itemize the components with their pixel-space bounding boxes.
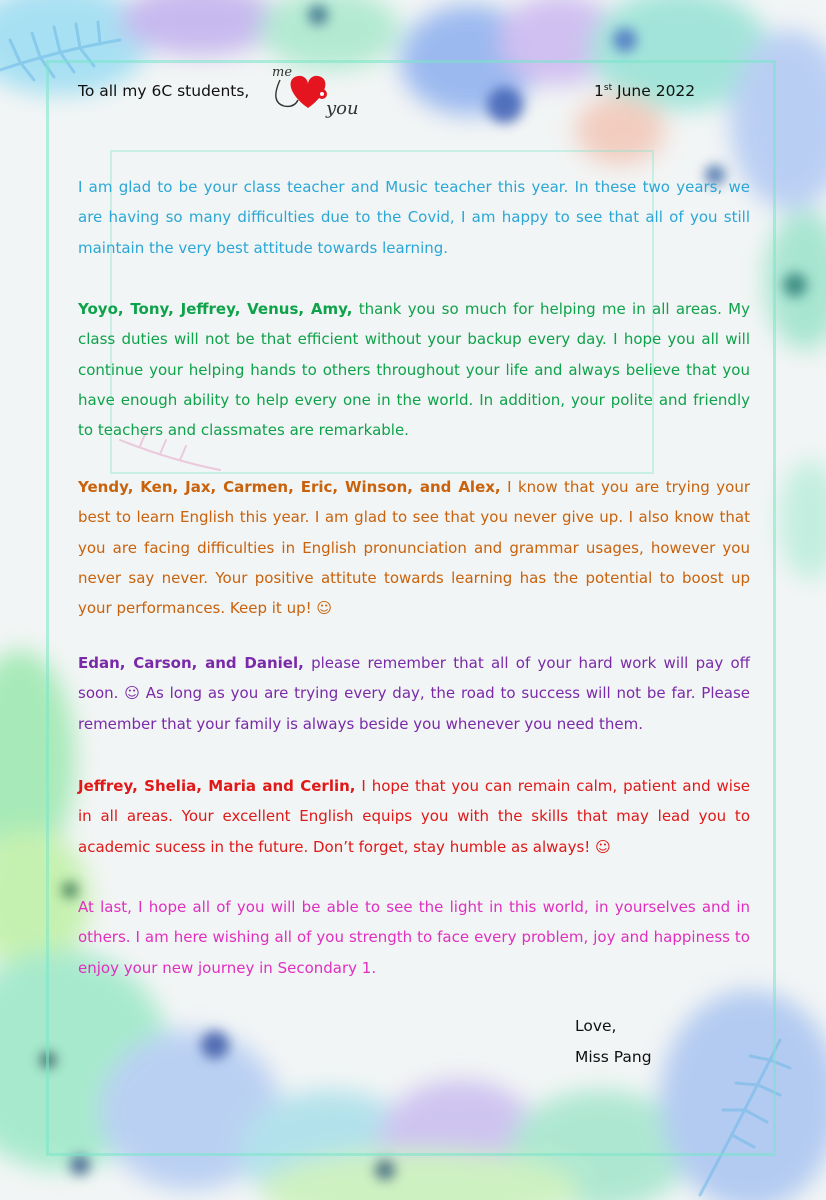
closing-line: Love,	[575, 1017, 617, 1035]
student-names: Yendy, Ken, Jax, Carmen, Eric, Winson, and Alex,	[78, 478, 501, 496]
paragraph-body: At last, I hope all of you will be able to see the light in this world, in yourselves and in others. I am here wishing all of you strength to face every problem, joy and happiness to enjoy your new journey in Secondary 1.	[78, 898, 750, 977]
student-names: Jeffrey, Shelia, Maria and Cerlin,	[78, 777, 356, 795]
me-heart-you-logo	[268, 62, 378, 124]
letter-closing	[575, 1011, 652, 1073]
signature-name: Miss Pang	[575, 1048, 652, 1066]
student-names: Edan, Carson, and Daniel,	[78, 654, 304, 672]
logo-text-bottom: you	[326, 98, 359, 119]
paragraph-english-learners	[78, 472, 750, 623]
paragraph-body: please remember that all of your hard work will pay off soon. ☺ As long as you are trying every day, the road to success will not be far. Please remember that your family is always beside you whenever you need them.	[78, 654, 750, 733]
salutation: To all my 6C students,	[78, 82, 250, 100]
paragraph-hard-work	[78, 648, 750, 739]
paragraph-intro	[78, 172, 750, 263]
letter-date	[594, 76, 695, 106]
student-names: Yoyo, Tony, Jeffrey, Venus, Amy,	[78, 300, 353, 318]
paragraph-body: thank you so much for helping me in all areas. My class duties will not be that efficient without your backup every day. I hope you all will continue your helping hands to others throughout your life and always believe that you have enough ability to help every one in the world. In addition, your polite and friendly to teachers and classmates are remarkable.	[78, 300, 751, 440]
paragraph-body: I hope that you can remain calm, patient and wise in all areas. Your excellent English equips you with the skills that may lead you to academic sucess in the future. Don’t forget, stay humble as always! ☺	[78, 777, 750, 856]
paragraph-helpers	[78, 294, 750, 445]
paragraph-excellent-english	[78, 771, 750, 862]
paragraph-farewell	[78, 892, 750, 983]
logo-text-top: me	[272, 65, 293, 80]
date-rest: June 2022	[612, 82, 696, 100]
paragraph-body: I am glad to be your class teacher and Music teacher this year. In these two years, we are having so many difficulties due to the Covid, I am happy to see that all of you still maintain the very best attitude towards learning.	[78, 178, 750, 257]
date-suffix: st	[603, 82, 613, 93]
date-day: 1	[594, 82, 604, 100]
paragraph-body: I know that you are trying your best to learn English this year. I am glad to see that you never give up. I also know that you are facing difficulties in English pronunciation and grammar usages, however you never say never. Your positive attitute towards learning has the potential to boost up your performances. Keep it up! ☺	[78, 478, 750, 618]
